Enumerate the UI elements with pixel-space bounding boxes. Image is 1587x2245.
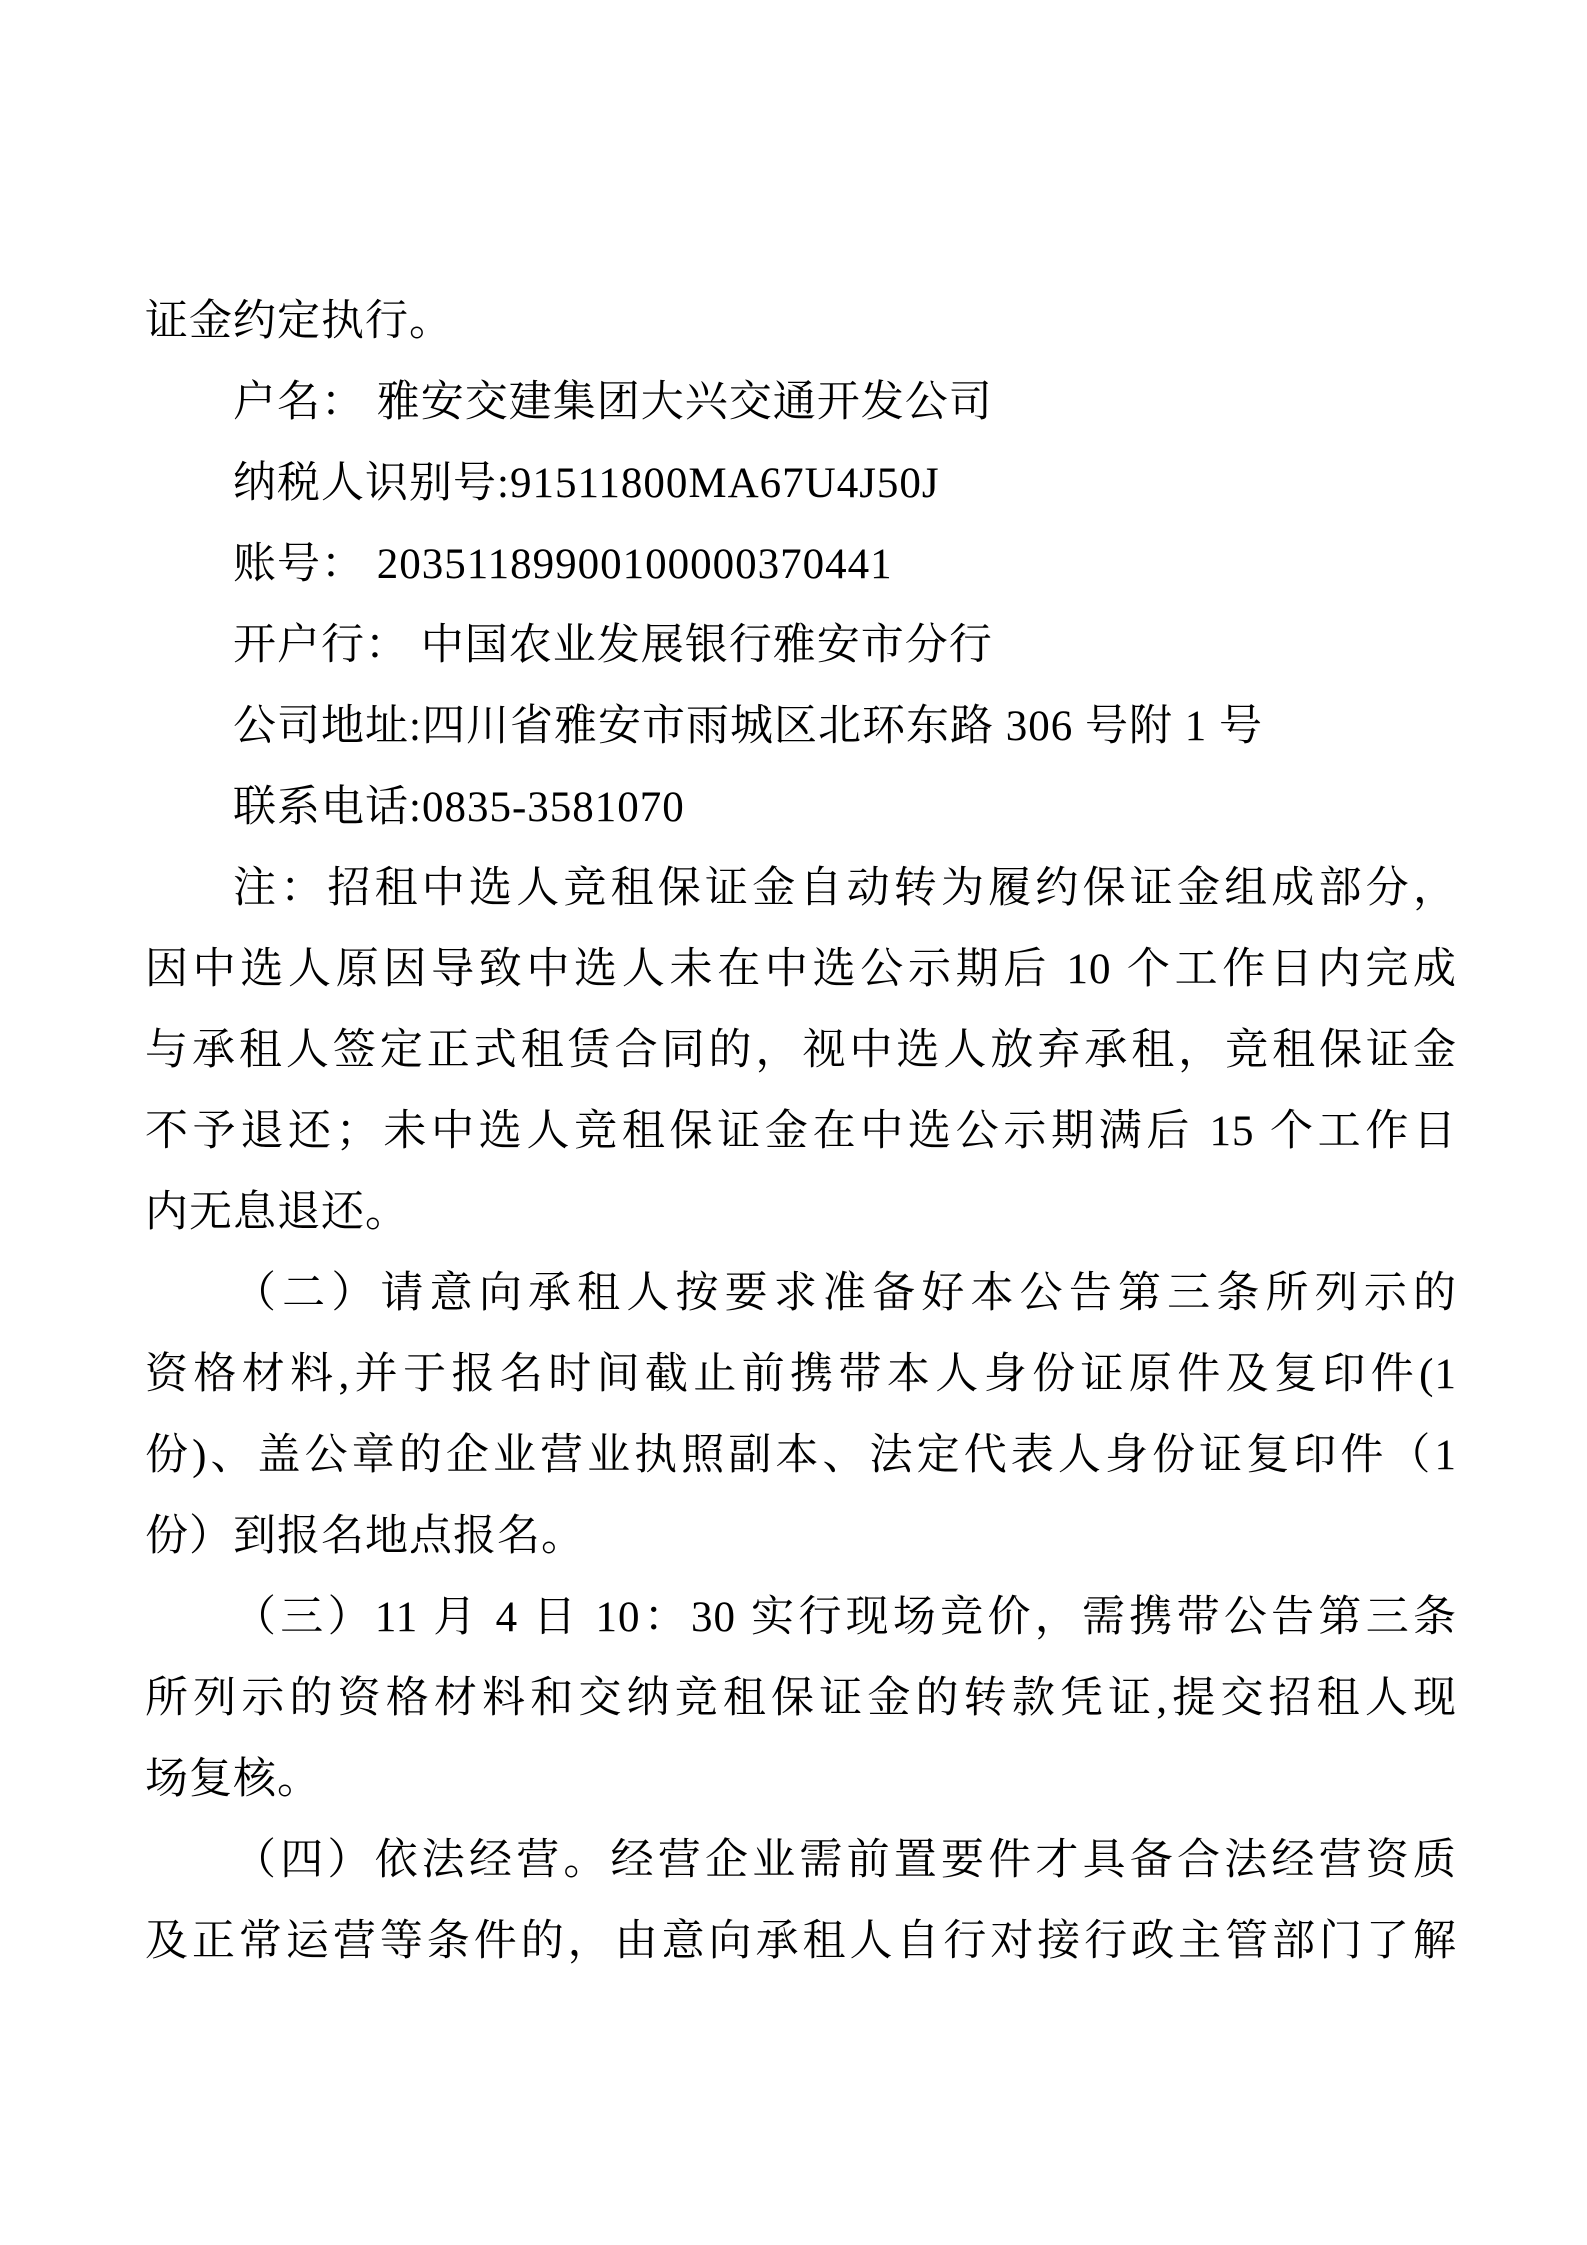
contact-phone-line: 联系电话:0835-3581070 xyxy=(233,784,685,831)
taxpayer-id-line: 纳税人识别号:91511800MA67U4J50J xyxy=(233,460,940,507)
clause-3-line-2: 所列示的资格材料和交纳竞租保证金的转款凭证,提交招租人现 xyxy=(145,1675,1457,1722)
clause-2-line-3: 份)、盖公章的企业营业执照副本、法定代表人身份证复印件（1 xyxy=(145,1432,1457,1479)
note-paragraph-line-2: 因中选人原因导致中选人未在中选公示期后 10 个工作日内完成 xyxy=(145,946,1457,993)
clause-3-line-1: （三）11 月 4 日 10：30 实行现场竞价，需携带公告第三条 xyxy=(233,1594,1457,1641)
note-paragraph-line-3: 与承租人签定正式租赁合同的，视中选人放弃承租，竞租保证金 xyxy=(145,1027,1457,1074)
deposit-terms-end-line: 证金约定执行。 xyxy=(145,298,453,345)
document-body xyxy=(145,281,1457,1982)
clause-4-line-1: （四）依法经营。经营企业需前置要件才具备合法经营资质 xyxy=(233,1837,1457,1884)
note-paragraph-line-1: 注：招租中选人竞租保证金自动转为履约保证金组成部分， xyxy=(233,865,1457,912)
bank-branch-line: 开户行： 中国农业发展银行雅安市分行 xyxy=(233,622,993,669)
note-paragraph-line-5: 内无息退还。 xyxy=(145,1189,409,1236)
account-name-line: 户名： 雅安交建集团大兴交通开发公司 xyxy=(233,379,993,426)
note-paragraph-line-4: 不予退还；未中选人竞租保证金在中选公示期满后 15 个工作日 xyxy=(145,1108,1457,1155)
company-address-line: 公司地址:四川省雅安市雨城区北环东路 306 号附 1 号 xyxy=(233,703,1263,750)
clause-4-line-2: 及正常运营等条件的，由意向承租人自行对接行政主管部门了解 xyxy=(145,1918,1457,1965)
clause-2-line-1: （二）请意向承租人按要求准备好本公告第三条所列示的 xyxy=(233,1270,1457,1317)
account-number-line: 账号： 20351189900100000370441 xyxy=(233,541,893,588)
clause-2-line-2: 资格材料,并于报名时间截止前携带本人身份证原件及复印件(1 xyxy=(145,1351,1457,1398)
clause-2-line-4: 份）到报名地点报名。 xyxy=(145,1513,585,1560)
clause-3-line-3: 场复核。 xyxy=(145,1756,321,1803)
